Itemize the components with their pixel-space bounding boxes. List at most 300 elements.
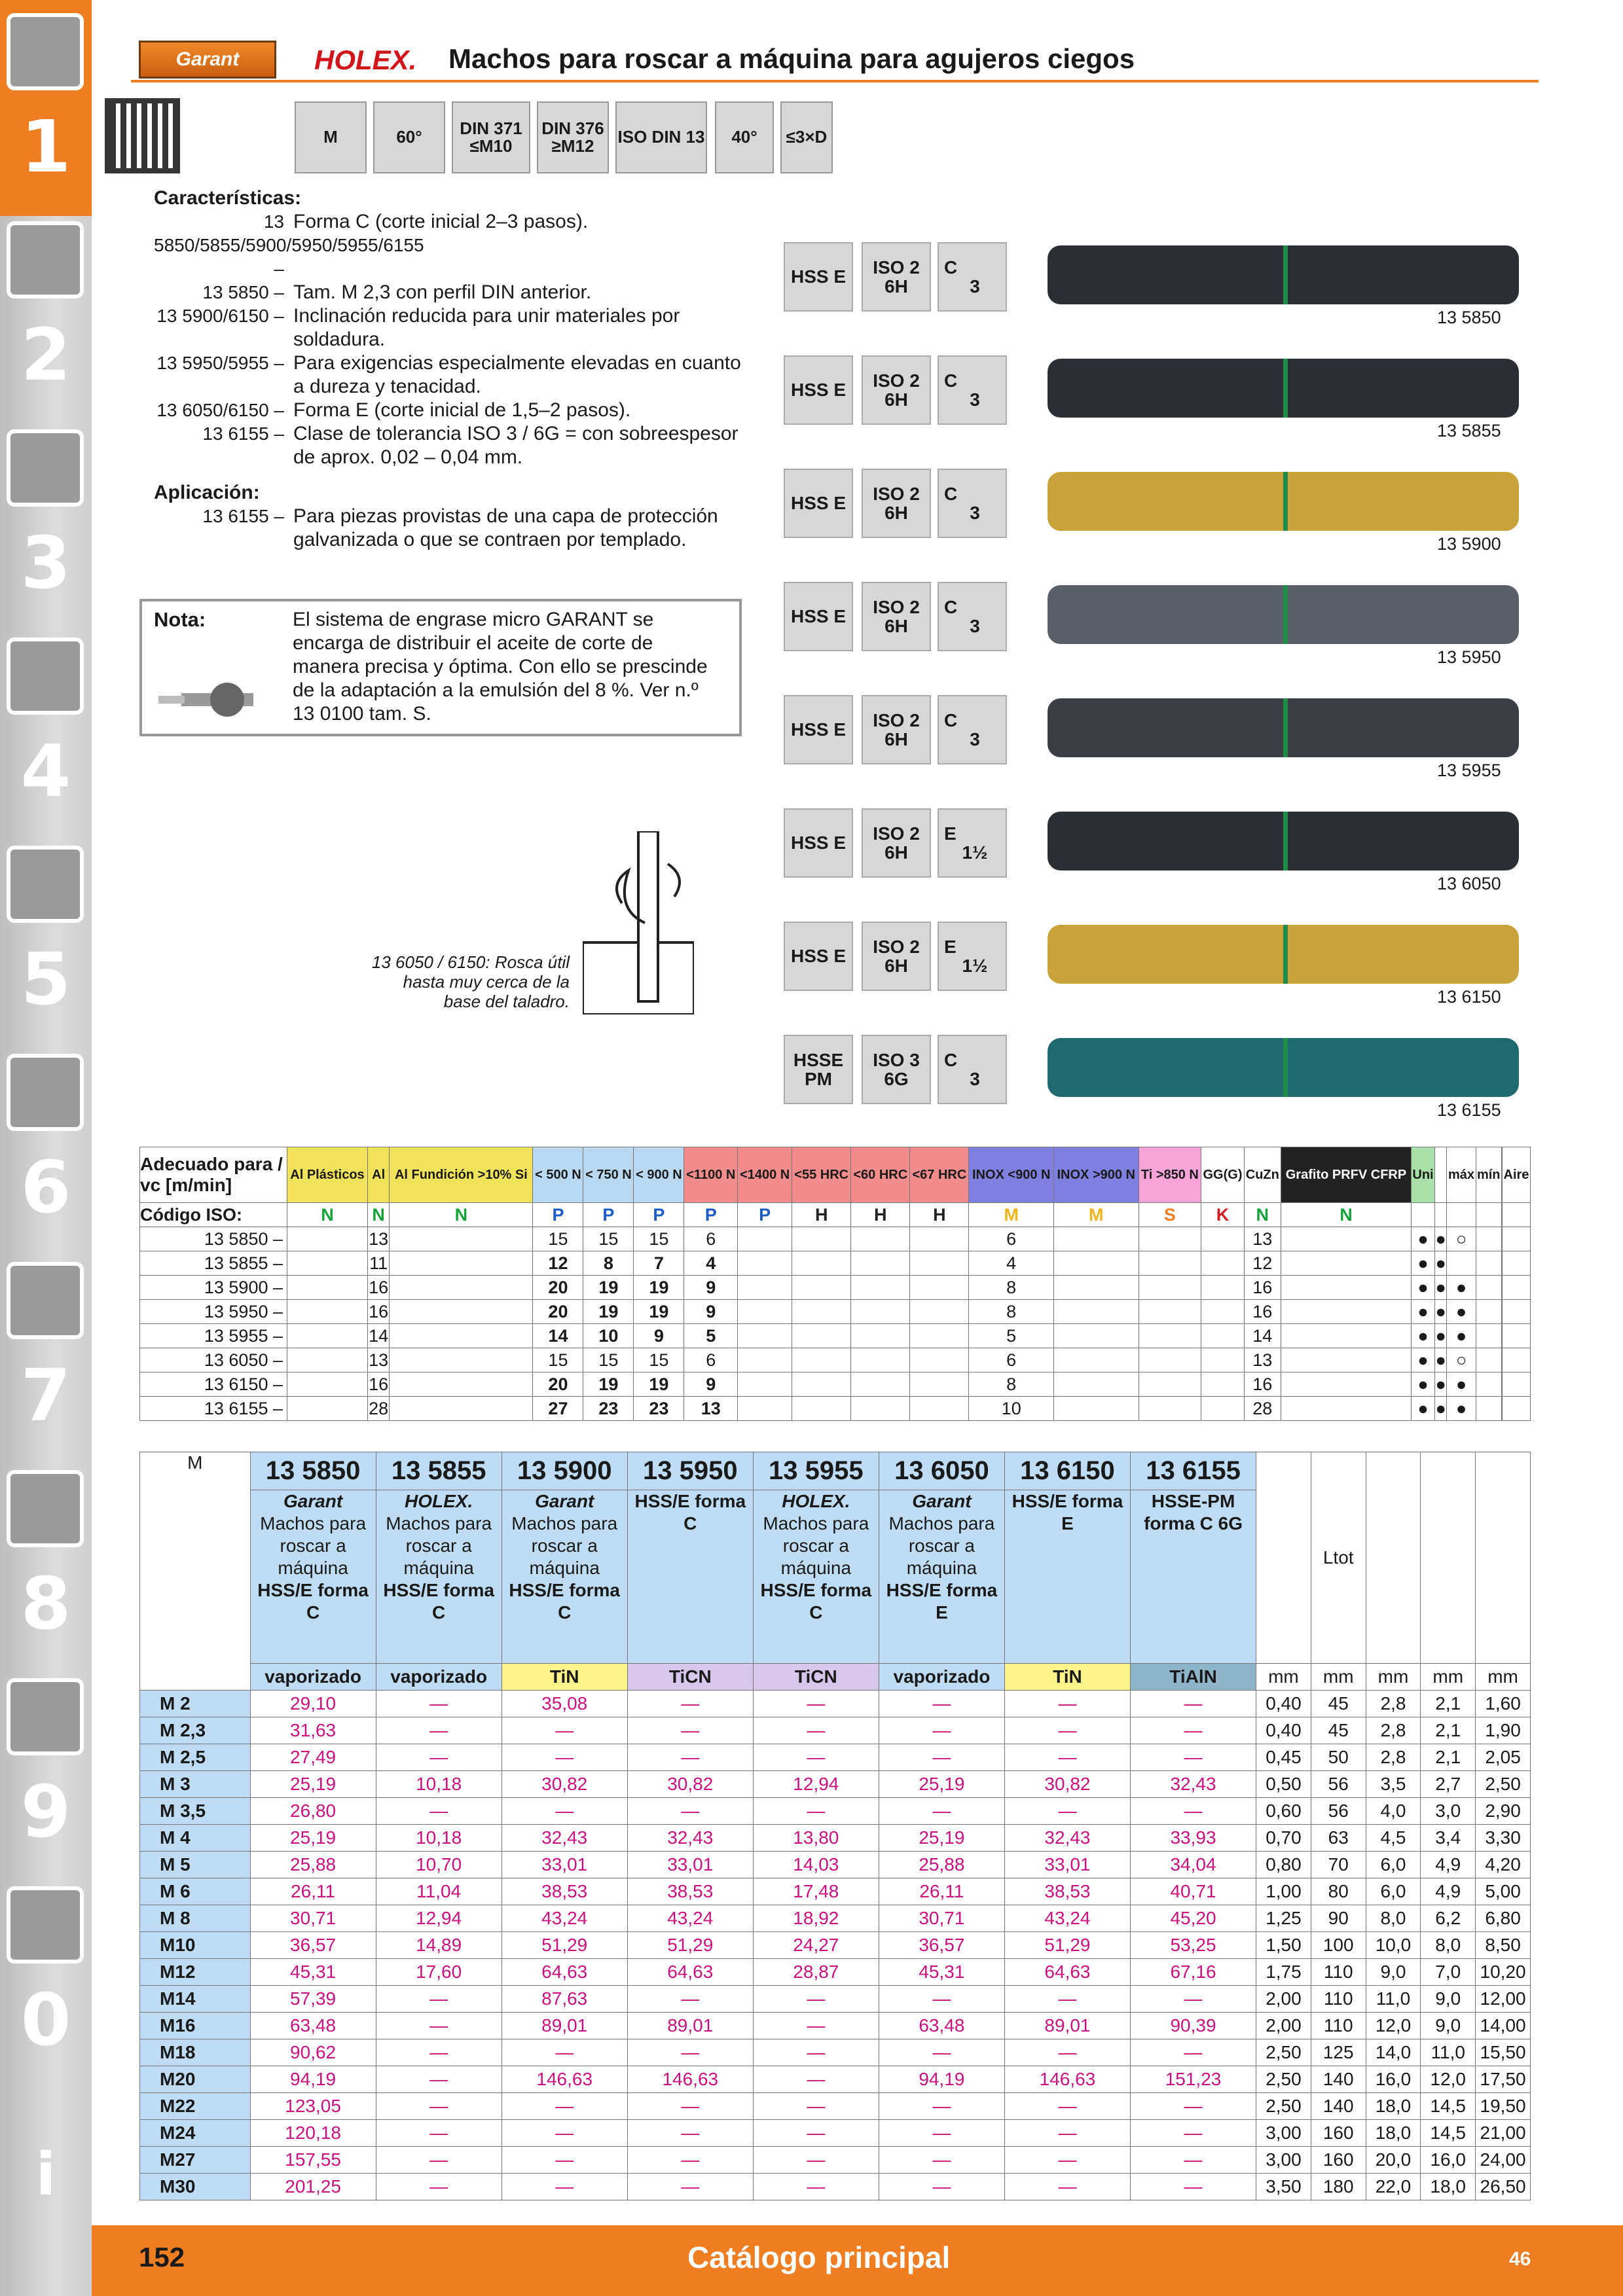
price-cell[interactable]: 45,31 [879, 1959, 1004, 1986]
price-cell[interactable]: — [501, 2039, 627, 2066]
price-cell[interactable]: 146,63 [1004, 2066, 1130, 2093]
speed-value [738, 1227, 792, 1251]
price-cell[interactable]: 25,19 [879, 1825, 1004, 1852]
chapter-6-icon[interactable] [7, 1054, 84, 1131]
price-cell[interactable]: — [753, 2120, 879, 2147]
price-cell[interactable]: — [501, 1744, 627, 1771]
feature-text: Para exigencias especialmente elevadas en cuanto a dureza y tenacidad. [293, 352, 741, 397]
price-cell[interactable]: — [501, 2120, 627, 2147]
price-cell[interactable]: 26,11 [250, 1878, 376, 1905]
price-cell[interactable]: — [627, 2120, 753, 2147]
unit-1: mm [1311, 1664, 1366, 1691]
price-cell[interactable]: 11,04 [376, 1878, 501, 1905]
dimension-cell: 1,75 [1256, 1959, 1311, 1986]
price-cell[interactable]: 94,19 [879, 2066, 1004, 2093]
chapter-6-number[interactable]: 6 [20, 1145, 71, 1229]
price-cell[interactable]: 51,29 [1004, 1932, 1130, 1959]
chamfer-form-letter: E [944, 823, 957, 844]
price-cell[interactable]: 31,63 [250, 1717, 376, 1744]
size-row [140, 2066, 1531, 2093]
speed-value: 23 [634, 1397, 684, 1421]
price-cell[interactable]: 29,10 [250, 1691, 376, 1717]
price-cell[interactable]: — [753, 1717, 879, 1744]
price-cell[interactable]: 27,49 [250, 1744, 376, 1771]
speed-value: 14 [533, 1324, 583, 1348]
dimension-cell: 2,7 [1421, 1771, 1476, 1798]
price-cell[interactable]: 28,87 [753, 1959, 879, 1986]
article-material: HSS/E forma C [634, 1491, 746, 1534]
price-cell[interactable]: 89,01 [1004, 2013, 1130, 2039]
dimension-icon-4 [1476, 1452, 1531, 1664]
speed-value [390, 1300, 533, 1324]
price-cell[interactable]: 90,62 [250, 2039, 376, 2066]
price-cell[interactable]: — [627, 1691, 753, 1717]
size-row [140, 1878, 1531, 1905]
price-cell[interactable]: 32,43 [627, 1825, 753, 1852]
speed-value: 16 [367, 1300, 389, 1324]
size-row [140, 1932, 1531, 1959]
coating-1: vaporizado [376, 1664, 501, 1691]
chapter-9-icon[interactable] [7, 1678, 84, 1755]
speed-value: 8 [583, 1251, 634, 1276]
article-code: 13 5950 – [140, 1300, 287, 1324]
speed-value [1201, 1276, 1245, 1300]
chapter-4-number[interactable]: 4 [20, 729, 71, 813]
features-list [154, 210, 743, 469]
price-cell[interactable]: 94,19 [250, 2066, 376, 2093]
chapter-3-icon[interactable] [7, 429, 84, 507]
price-cell[interactable]: — [501, 1717, 627, 1744]
price-cell[interactable]: 13,80 [753, 1825, 879, 1852]
price-cell[interactable]: 53,25 [1131, 1932, 1256, 1959]
garant-logo: Garant [139, 41, 276, 79]
price-cell[interactable]: 157,55 [250, 2147, 376, 2174]
iso-code: H [851, 1203, 910, 1227]
price-cell[interactable]: 63,48 [879, 2013, 1004, 2039]
price-cell[interactable]: — [1131, 1717, 1256, 1744]
price-cell[interactable]: — [1004, 2093, 1130, 2120]
price-cell[interactable]: — [1131, 2039, 1256, 2066]
price-cell[interactable]: — [376, 1986, 501, 2013]
speed-value: 4 [969, 1251, 1054, 1276]
table-title: Adecuado para / vc [m/min] [140, 1147, 287, 1203]
price-cell[interactable]: 64,63 [1004, 1959, 1130, 1986]
chapter-8-number[interactable]: 8 [20, 1562, 71, 1645]
speed-value [792, 1324, 851, 1348]
price-cell[interactable]: 63,48 [250, 2013, 376, 2039]
price-cell[interactable]: 43,24 [627, 1905, 753, 1932]
size-row [140, 1852, 1531, 1878]
dimension-cell: 10,20 [1476, 1959, 1531, 1986]
price-cell[interactable]: 24,27 [753, 1932, 879, 1959]
size-row [140, 1771, 1531, 1798]
chapter-7-number[interactable]: 7 [20, 1354, 71, 1437]
price-cell[interactable]: 32,43 [501, 1825, 627, 1852]
price-cell[interactable]: 17,48 [753, 1878, 879, 1905]
speed-value [287, 1372, 368, 1397]
speed-value: ● [1447, 1300, 1476, 1324]
price-cell[interactable]: 35,08 [501, 1691, 627, 1717]
price-cell[interactable]: — [627, 2147, 753, 2174]
chapter-i-number[interactable]: i [35, 2140, 56, 2209]
speed-value [851, 1397, 910, 1421]
dimension-cell: 90 [1311, 1905, 1366, 1932]
price-cell[interactable]: — [376, 2120, 501, 2147]
chapter-5-number[interactable]: 5 [20, 937, 71, 1021]
chapter-0-icon[interactable] [7, 1886, 84, 1964]
price-cell[interactable]: — [627, 2093, 753, 2120]
price-cell[interactable]: — [879, 1798, 1004, 1825]
price-cell[interactable]: 43,24 [501, 1905, 627, 1932]
speed-value: 13 [684, 1397, 738, 1421]
speed-value [1201, 1397, 1245, 1421]
price-cell[interactable]: — [376, 2147, 501, 2174]
price-cell[interactable]: 120,18 [250, 2120, 376, 2147]
application-heading: Aplicación: [154, 482, 260, 503]
price-cell[interactable]: — [376, 1691, 501, 1717]
speed-row [140, 1324, 1531, 1348]
dimension-cell: 14,00 [1476, 2013, 1531, 2039]
price-cell[interactable]: 12,94 [376, 1905, 501, 1932]
page-title: Machos para roscar a máquina para agujeros ciegos [448, 43, 1135, 74]
price-cell[interactable]: 25,19 [879, 1771, 1004, 1798]
price-cell[interactable]: — [501, 2174, 627, 2200]
price-cell[interactable]: — [376, 2174, 501, 2200]
price-cell[interactable]: — [627, 1717, 753, 1744]
thread-size: M24 [140, 2120, 251, 2147]
price-cell[interactable]: — [879, 2039, 1004, 2066]
price-cell[interactable]: 10,18 [376, 1825, 501, 1852]
dimension-cell: 2,90 [1476, 1798, 1531, 1825]
price-cell[interactable]: — [879, 2093, 1004, 2120]
chamfer-steps: 3 [970, 1069, 980, 1089]
price-cell[interactable]: — [376, 2093, 501, 2120]
speed-value: ● [1412, 1227, 1435, 1251]
iso-code [1434, 1203, 1447, 1227]
price-cell[interactable]: — [1004, 1744, 1130, 1771]
price-cell[interactable]: 90,39 [1131, 2013, 1256, 2039]
iso-code-label: Código ISO: [140, 1203, 287, 1227]
price-cell[interactable]: 17,60 [376, 1959, 501, 1986]
price-cell[interactable]: — [879, 1717, 1004, 1744]
article-description: Machos para roscar a máquina [260, 1513, 367, 1578]
speed-value [1053, 1348, 1139, 1372]
speed-value: ● [1447, 1276, 1476, 1300]
article-head-2: 13 5900 [501, 1452, 627, 1490]
speed-head-20: mín [1476, 1147, 1501, 1203]
price-cell[interactable]: — [753, 2093, 879, 2120]
iso-code: H [910, 1203, 969, 1227]
price-cell[interactable]: 43,24 [1004, 1905, 1130, 1932]
price-cell[interactable]: 30,82 [1004, 1771, 1130, 1798]
dimension-cell: 2,50 [1256, 2039, 1311, 2066]
price-cell[interactable]: 87,63 [501, 1986, 627, 2013]
price-cell[interactable]: — [1131, 2093, 1256, 2120]
price-cell[interactable]: — [1004, 1717, 1130, 1744]
tap-code-label: 13 5950 [1437, 647, 1501, 667]
price-cell[interactable]: 146,63 [501, 2066, 627, 2093]
price-cell[interactable]: 32,43 [1131, 1771, 1256, 1798]
speed-value [851, 1251, 910, 1276]
speed-head-6: <1100 N [684, 1147, 738, 1203]
price-cell[interactable]: — [1004, 1691, 1130, 1717]
speed-head-12: INOX >900 N [1053, 1147, 1139, 1203]
price-cell[interactable]: — [1131, 2174, 1256, 2200]
dimension-cell: 3,4 [1421, 1825, 1476, 1852]
price-cell[interactable]: 38,53 [627, 1878, 753, 1905]
price-cell[interactable]: 123,05 [250, 2093, 376, 2120]
iso-code: N [367, 1203, 389, 1227]
price-cell[interactable]: — [376, 2039, 501, 2066]
chamfer-form-badge [938, 1035, 1007, 1104]
chapter-1-icon[interactable] [7, 13, 84, 90]
price-cell[interactable]: — [1004, 2120, 1130, 2147]
dimension-cell: 4,5 [1366, 1825, 1421, 1852]
speed-value [1502, 1276, 1530, 1300]
price-cell[interactable]: 38,53 [501, 1878, 627, 1905]
dimension-cell: 11,0 [1421, 2039, 1476, 2066]
speed-value [390, 1348, 533, 1372]
speed-value: 16 [1244, 1372, 1281, 1397]
price-cell[interactable]: — [627, 2174, 753, 2200]
price-cell[interactable]: 25,19 [250, 1825, 376, 1852]
price-cell[interactable]: 67,16 [1131, 1959, 1256, 1986]
price-cell[interactable]: 51,29 [627, 1932, 753, 1959]
dimension-cell: 17,50 [1476, 2066, 1531, 2093]
price-cell[interactable]: 25,19 [250, 1771, 376, 1798]
article-head-6: 13 6150 [1004, 1452, 1130, 1490]
price-cell[interactable]: — [1004, 2174, 1130, 2200]
feature-code: 13 6050/6150 – [156, 400, 284, 420]
price-cell[interactable]: 10,70 [376, 1852, 501, 1878]
tap-code-label: 13 6050 [1437, 874, 1501, 893]
price-cell[interactable]: — [753, 2147, 879, 2174]
speed-value [851, 1276, 910, 1300]
speed-value [1053, 1300, 1139, 1324]
speed-head-15: CuZn [1244, 1147, 1281, 1203]
speed-value [390, 1251, 533, 1276]
article-desc-5 [879, 1490, 1004, 1664]
price-cell[interactable]: 33,01 [627, 1852, 753, 1878]
price-cell[interactable]: 36,57 [879, 1932, 1004, 1959]
thread-size: M27 [140, 2147, 251, 2174]
feature-row [154, 281, 743, 304]
price-cell[interactable]: 26,11 [879, 1878, 1004, 1905]
price-cell[interactable]: — [1004, 1798, 1130, 1825]
price-cell[interactable]: — [753, 1986, 879, 2013]
price-cell[interactable]: — [753, 1691, 879, 1717]
speed-value [792, 1251, 851, 1276]
dimension-cell: 3,00 [1256, 2120, 1311, 2147]
tolerance-badge: ISO 2 6H [862, 695, 931, 764]
price-cell[interactable]: 33,01 [501, 1852, 627, 1878]
speed-value: 6 [969, 1348, 1054, 1372]
price-cell[interactable]: — [1131, 2120, 1256, 2147]
price-cell[interactable]: 38,53 [1004, 1878, 1130, 1905]
price-cell[interactable]: — [879, 2120, 1004, 2147]
price-cell[interactable]: 64,63 [501, 1959, 627, 1986]
price-cell[interactable]: — [753, 2174, 879, 2200]
price-cell[interactable]: — [1004, 1986, 1130, 2013]
price-cell[interactable]: 40,71 [1131, 1878, 1256, 1905]
speed-value [910, 1324, 969, 1348]
price-cell[interactable]: — [501, 2093, 627, 2120]
price-cell[interactable]: 45,31 [250, 1959, 376, 1986]
price-cell[interactable]: — [376, 1717, 501, 1744]
price-cell[interactable]: 30,71 [250, 1905, 376, 1932]
speed-value: 4 [684, 1251, 738, 1276]
speed-value: ● [1434, 1251, 1447, 1276]
price-cell[interactable]: — [753, 2066, 879, 2093]
speed-value [1201, 1251, 1245, 1276]
price-cell[interactable]: — [1131, 1986, 1256, 2013]
price-cell[interactable]: — [627, 1798, 753, 1825]
speed-value: ● [1447, 1324, 1476, 1348]
article-head-3: 13 5950 [627, 1452, 753, 1490]
iso-code: M [969, 1203, 1054, 1227]
dimension-cell: 9,0 [1421, 1986, 1476, 2013]
price-cell[interactable]: 25,88 [879, 1852, 1004, 1878]
price-cell[interactable]: 30,82 [627, 1771, 753, 1798]
article-head-4: 13 5955 [753, 1452, 879, 1490]
price-cell[interactable]: — [753, 2013, 879, 2039]
chapter-7-icon[interactable] [7, 1262, 84, 1339]
price-cell[interactable]: — [879, 2147, 1004, 2174]
article-material: HSSE-PM forma C 6G [1144, 1491, 1243, 1534]
price-cell[interactable]: — [501, 2147, 627, 2174]
price-cell[interactable]: 51,29 [501, 1932, 627, 1959]
dimension-cell: 2,05 [1476, 1744, 1531, 1771]
chapter-1-number[interactable]: 1 [20, 105, 71, 188]
chapter-2-icon[interactable] [7, 221, 84, 298]
price-cell[interactable]: 33,93 [1131, 1825, 1256, 1852]
price-cell[interactable]: — [376, 1798, 501, 1825]
speed-value: 27 [533, 1397, 583, 1421]
price-cell[interactable]: — [1131, 1691, 1256, 1717]
price-cell[interactable]: — [879, 1744, 1004, 1771]
price-cell[interactable]: — [1131, 1798, 1256, 1825]
price-cell[interactable]: 18,92 [753, 1905, 879, 1932]
price-cell[interactable]: — [501, 1798, 627, 1825]
dimension-cell: 2,8 [1366, 1717, 1421, 1744]
material-badge: HSS E [784, 922, 853, 991]
price-cell[interactable]: 30,71 [879, 1905, 1004, 1932]
price-cell[interactable]: 14,03 [753, 1852, 879, 1878]
chapter-8-icon[interactable] [7, 1470, 84, 1547]
price-cell[interactable]: 32,43 [1004, 1825, 1130, 1852]
price-cell[interactable]: 57,39 [250, 1986, 376, 2013]
price-cell[interactable]: — [879, 1691, 1004, 1717]
price-cell[interactable]: — [627, 1986, 753, 2013]
price-cell[interactable]: 151,23 [1131, 2066, 1256, 2093]
speed-value [1201, 1348, 1245, 1372]
spec-symbol-6: ≤3×D [780, 101, 833, 173]
price-cell[interactable]: 30,82 [501, 1771, 627, 1798]
chapter-0-number[interactable]: 0 [20, 1978, 71, 2062]
price-cell[interactable]: — [1004, 2039, 1130, 2066]
article-description: Machos para roscar a máquina [386, 1513, 492, 1578]
speed-row [140, 1397, 1531, 1421]
article-head-7: 13 6155 [1131, 1452, 1256, 1490]
price-cell[interactable]: — [376, 2066, 501, 2093]
thread-size: M 8 [140, 1905, 251, 1932]
price-cell[interactable]: — [627, 2039, 753, 2066]
brand-logo: Garant [535, 1491, 594, 1511]
price-cell[interactable]: 201,25 [250, 2174, 376, 2200]
price-cell[interactable]: 10,18 [376, 1771, 501, 1798]
price-cell[interactable]: — [1004, 2147, 1130, 2174]
dimension-cell: 0,80 [1256, 1852, 1311, 1878]
price-cell[interactable]: — [376, 1744, 501, 1771]
coating-4: TiCN [753, 1664, 879, 1691]
tap-image-6 [1048, 925, 1519, 984]
speed-value: ● [1412, 1324, 1435, 1348]
price-cell[interactable]: 146,63 [627, 2066, 753, 2093]
price-cell[interactable]: 34,04 [1131, 1852, 1256, 1878]
speed-value: 6 [684, 1348, 738, 1372]
speed-value [851, 1324, 910, 1348]
dimension-cell: 110 [1311, 1959, 1366, 1986]
speed-value [1502, 1227, 1530, 1251]
price-cell[interactable]: 26,80 [250, 1798, 376, 1825]
price-cell[interactable]: 89,01 [627, 2013, 753, 2039]
price-cell[interactable]: 33,01 [1004, 1852, 1130, 1878]
price-cell[interactable]: — [753, 1798, 879, 1825]
dimension-cell: 3,5 [1366, 1771, 1421, 1798]
price-cell[interactable]: — [627, 1744, 753, 1771]
speed-head-22: Aire [1502, 1147, 1530, 1203]
chapter-3-number[interactable]: 3 [20, 521, 71, 605]
iso-code: P [583, 1203, 634, 1227]
article-description: Machos para roscar a máquina [888, 1513, 995, 1578]
price-cell[interactable]: — [753, 2039, 879, 2066]
feature-text: Tam. M 2,3 con perfil DIN anterior. [293, 281, 592, 303]
price-cell[interactable]: — [1131, 2147, 1256, 2174]
speed-value: 20 [533, 1372, 583, 1397]
price-cell[interactable]: — [1131, 1744, 1256, 1771]
price-cell[interactable]: 25,88 [250, 1852, 376, 1878]
speed-value: ○ [1447, 1227, 1476, 1251]
price-cell[interactable]: 64,63 [627, 1959, 753, 1986]
speed-value: 13 [367, 1227, 389, 1251]
price-cell[interactable]: — [376, 2013, 501, 2039]
price-cell[interactable]: — [879, 1986, 1004, 2013]
chapter-4-icon[interactable] [7, 637, 84, 715]
speed-value [287, 1276, 368, 1300]
price-cell[interactable]: 12,94 [753, 1771, 879, 1798]
feature-row [154, 210, 743, 281]
price-cell[interactable]: 89,01 [501, 2013, 627, 2039]
price-cell[interactable]: — [879, 2174, 1004, 2200]
speed-value: ● [1412, 1276, 1435, 1300]
iso-code: P [684, 1203, 738, 1227]
speed-value: 13 [1244, 1227, 1281, 1251]
speed-head-17: Uni [1412, 1147, 1435, 1203]
feature-row [154, 399, 743, 422]
qr-code-icon[interactable] [105, 98, 180, 173]
price-cell[interactable]: 45,20 [1131, 1905, 1256, 1932]
speed-head-9: <60 HRC [851, 1147, 910, 1203]
note-label: Nota: [154, 608, 206, 631]
dimension-cell: 110 [1311, 1986, 1366, 2013]
price-cell[interactable]: 14,89 [376, 1932, 501, 1959]
chamfer-form-badge [938, 469, 1007, 538]
chapter-5-icon[interactable] [7, 846, 84, 923]
chapter-2-number[interactable]: 2 [20, 313, 71, 397]
price-cell[interactable]: 36,57 [250, 1932, 376, 1959]
chapter-9-number[interactable]: 9 [20, 1770, 71, 1854]
price-cell[interactable]: — [753, 1744, 879, 1771]
